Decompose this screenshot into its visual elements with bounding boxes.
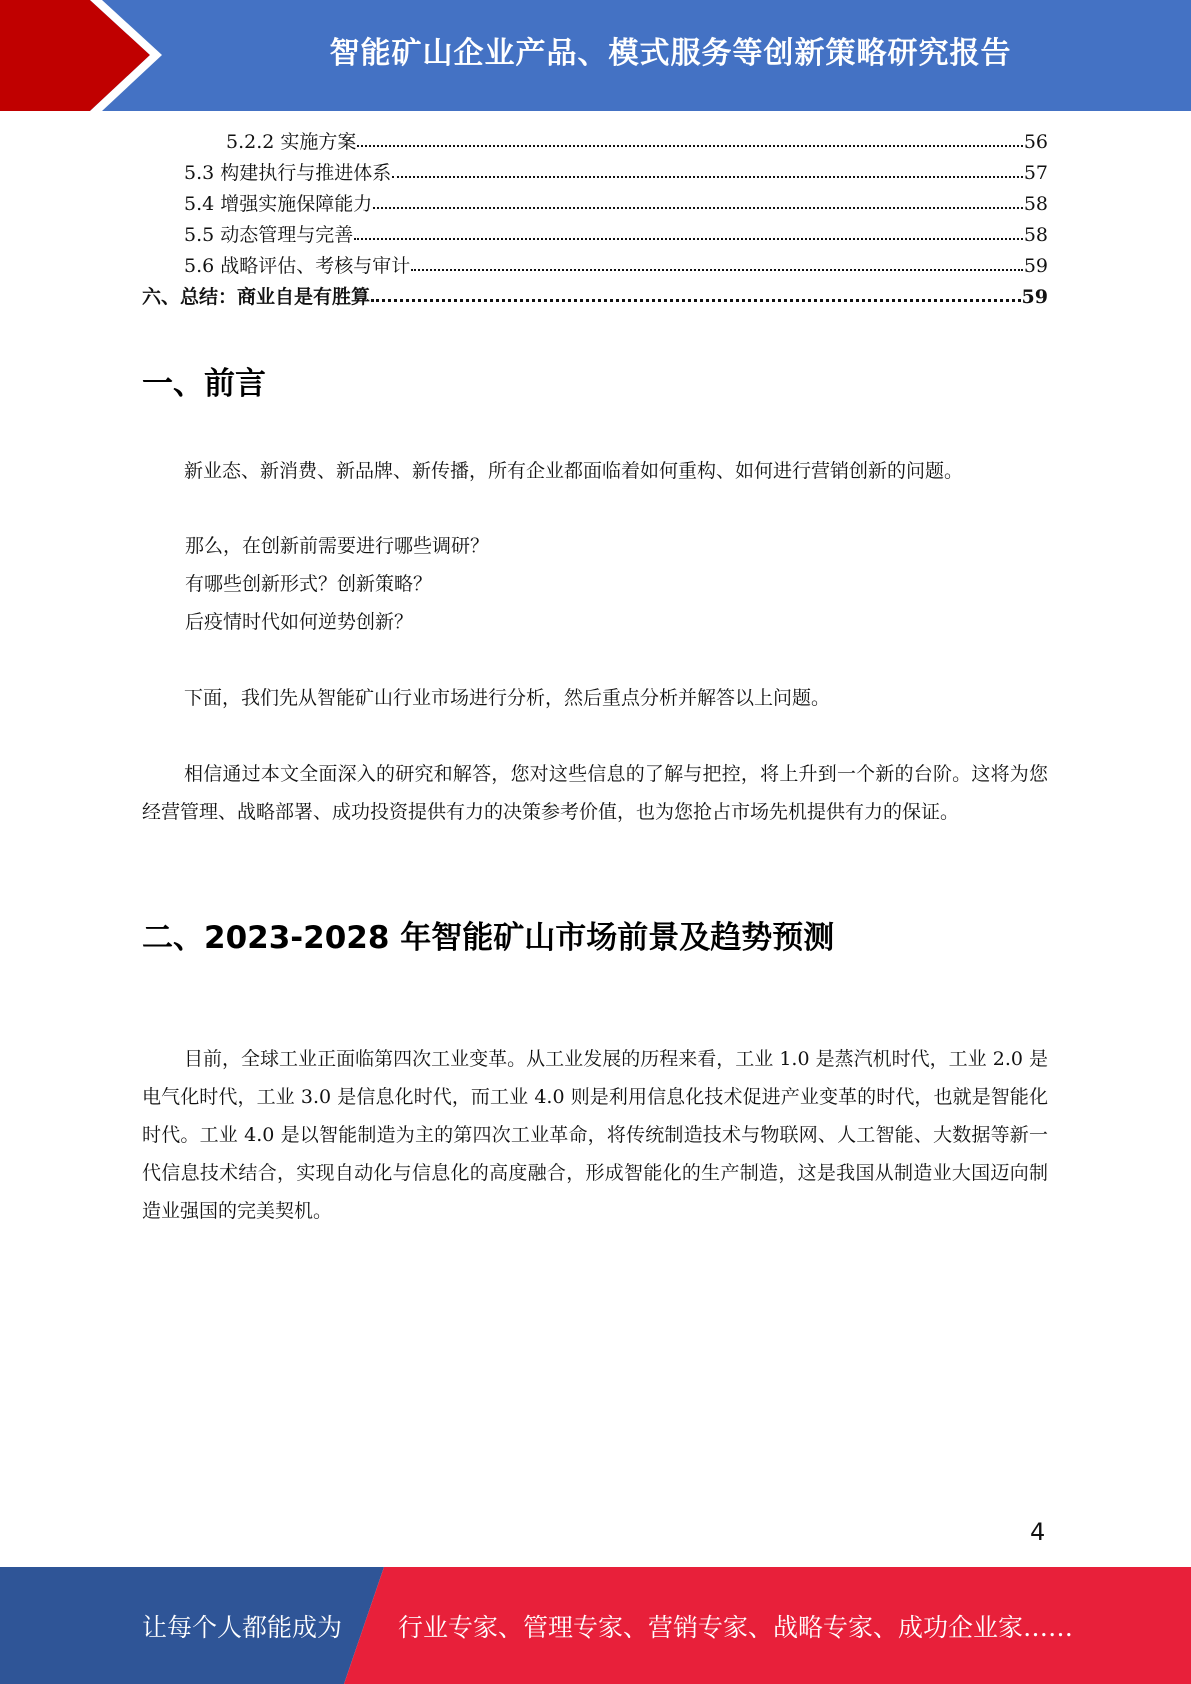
- toc-entry[interactable]: [142, 220, 1048, 251]
- toc-entry-label: 5.6 战略评估、考核与审计: [184, 255, 411, 277]
- toc-entry-page: 56: [1023, 131, 1048, 153]
- toc-entry-label: 5.3 构建执行与推进体系: [184, 162, 392, 184]
- page-number: 4: [1030, 1518, 1046, 1546]
- section-heading-forecast: 二、2023-2028 年智能矿山市场前景及趋势预测: [142, 920, 835, 956]
- toc-leader-dots: [373, 207, 1023, 209]
- toc-entry[interactable]: [142, 251, 1048, 282]
- page-footer: [0, 1567, 1191, 1684]
- toc-leader-dots: [392, 176, 1023, 178]
- toc-entry-chapter[interactable]: [142, 282, 1048, 313]
- toc-entry-page: 58: [1023, 193, 1048, 215]
- foreword-question-3: 后疫情时代如何逆势创新？: [185, 611, 414, 633]
- foreword-paragraph-2: 下面，我们先从智能矿山行业市场进行分析，然后重点分析并解答以上问题。: [184, 687, 831, 709]
- toc-entry-label: 5.2.2 实施方案: [226, 131, 357, 153]
- toc-entry[interactable]: [142, 158, 1048, 189]
- toc-entry-page: 58: [1023, 224, 1048, 246]
- toc-leader-dots: [354, 238, 1023, 240]
- footer-slogan-right: 行业专家、管理专家、营销专家、战略专家、成功企业家……: [398, 1612, 1074, 1642]
- toc-entry-label: 5.5 动态管理与完善: [184, 224, 354, 246]
- foreword-paragraph-1: 新业态、新消费、新品牌、新传播，所有企业都面临着如何重构、如何进行营销创新的问题。: [184, 460, 964, 482]
- toc-leader-dots: [371, 299, 1021, 302]
- page-header: [0, 0, 1191, 111]
- foreword-question-1: 那么，在创新前需要进行哪些调研？: [185, 535, 490, 557]
- toc-entry[interactable]: [142, 127, 1048, 158]
- footer-slogan-left: 让每个人都能成为: [142, 1612, 343, 1642]
- toc-entry-label: 六、总结：商业自是有胜算: [142, 286, 371, 308]
- toc-entry-page: 59: [1021, 286, 1048, 308]
- forecast-paragraph-1: 目前，全球工业正面临第四次工业变革。从工业发展的历程来看，工业 1.0 是蒸汽机时代，工业 2.0 是电气化时代，工业 3.0 是信息化时代，而工业 4.0 则是利用信息化技术促进产业变革的时代，也就是智能化时代。工业 4.0 是以智能制造为主的第四次工业革命，将传统制造技术与物联网、人工智能、大数据等新一代信息技术结合，实现自动化与信息化的高度融合，形成智能化的生产制造，这是我国从制造业大国迈向制造业强国的完美契机。: [142, 1048, 1048, 1222]
- table-of-contents: [142, 127, 1048, 313]
- report-title: 智能矿山企业产品、模式服务等创新策略研究报告: [329, 36, 1012, 71]
- foreword-paragraph-3: 相信通过本文全面深入的研究和解答，您对这些信息的了解与把控，将上升到一个新的台阶。这将为您经营管理、战略部署、成功投资提供有力的决策参考价值，也为您抢占市场先机提供有力的保证。: [142, 763, 1048, 823]
- foreword-question-2: 有哪些创新形式？创新策略？: [185, 573, 433, 595]
- red-arrow-shape: [0, 0, 150, 111]
- toc-entry-page: 59: [1023, 255, 1048, 277]
- toc-entry[interactable]: [142, 189, 1048, 220]
- toc-entry-label: 5.4 增强实施保障能力: [184, 193, 373, 215]
- section-heading-foreword: 一、前言: [142, 366, 266, 402]
- toc-leader-dots: [411, 269, 1023, 271]
- toc-entry-page: 57: [1023, 162, 1048, 184]
- toc-leader-dots: [357, 145, 1022, 147]
